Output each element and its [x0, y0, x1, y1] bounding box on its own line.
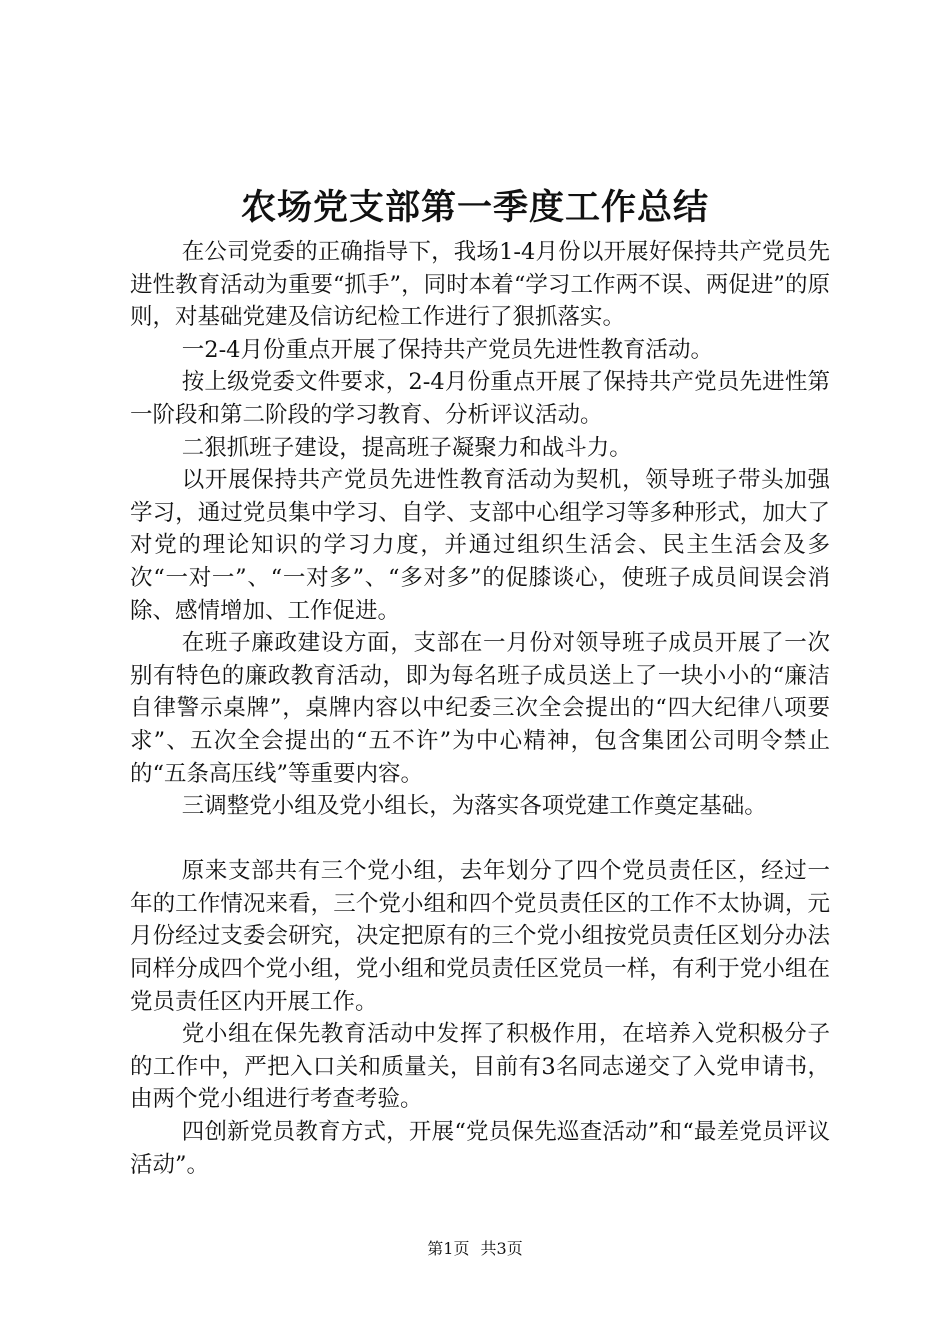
document-title: 农场党支部第一季度工作总结 — [240, 187, 709, 228]
document-body — [130, 236, 830, 1181]
heading-section-4: 四创新党员教育方式，开展“党员保先巡查活动”和“最差党员评议活动”。 — [130, 1119, 830, 1178]
page-footer — [0, 1238, 950, 1260]
heading-section-1: 一2-4月份重点开展了保持共产党员先进性教育活动。 — [181, 336, 713, 363]
heading-section-3: 三调整党小组及党小组长，为落实各项党建工作奠定基础。 — [181, 793, 767, 820]
blank-line — [130, 823, 830, 856]
paragraph-section-3a: 原来支部共有三个党小组，去年划分了四个党员责任区，经过一年的工作情况来看，三个党小组和四个党员责任区的工作不太协调，元月份经过支委会研究，决定把原有的三个党小组按党员责任区划分办法同样分成四个党小组，党小组和党员责任区党员一样，有利于党小组在党员责任区内开展工作。 — [130, 858, 830, 1015]
paragraph-section-3b: 党小组在保先教育活动中发挥了积极作用，在培养入党积极分子的工作中，严把入口关和质量关，目前有3名同志递交了入党申请书，由两个党小组进行考查考验。 — [130, 1021, 830, 1113]
paragraph-section-2a: 以开展保持共产党员先进性教育活动为契机，领导班子带头加强学习，通过党员集中学习、自学、支部中心组学习等多种形式，加大了对党的理论知识的学习力度，并通过组织生活会、民主生活会及多次“一对一”、“一对多”、“多对多”的促膝谈心，使班子成员间误会消除、感情增加、工作促进。 — [130, 467, 830, 624]
page-number: 第1页 — [427, 1239, 470, 1258]
paragraph-section-2b: 在班子廉政建设方面，支部在一月份对领导班子成员开展了一次别有特色的廉政教育活动，即为每名班子成员送上了一块小小的“廉洁自律警示桌牌”，桌牌内容以中纪委三次全会提出的“四大纪律八项要求”、五次全会提出的“五不许”为中心精神，包含集团公司明令禁止的“五条高压线”等重要内容。 — [130, 630, 830, 787]
heading-section-2: 二狠抓班子建设，提高班子凝聚力和战斗力。 — [181, 434, 632, 461]
paragraph-section-1: 按上级党委文件要求，2-4月份重点开展了保持共产党员先进性第一阶段和第二阶段的学习教育、分析评议活动。 — [130, 369, 830, 428]
page-total: 共3页 — [480, 1239, 523, 1258]
paragraph-intro: 在公司党委的正确指导下，我场1-4月份以开展好保持共产党员先进性教育活动为重要“抓手”，同时本着“学习工作两不误、两促进”的原则，对基础党建及信访纪检工作进行了狠抓落实。 — [130, 239, 830, 331]
